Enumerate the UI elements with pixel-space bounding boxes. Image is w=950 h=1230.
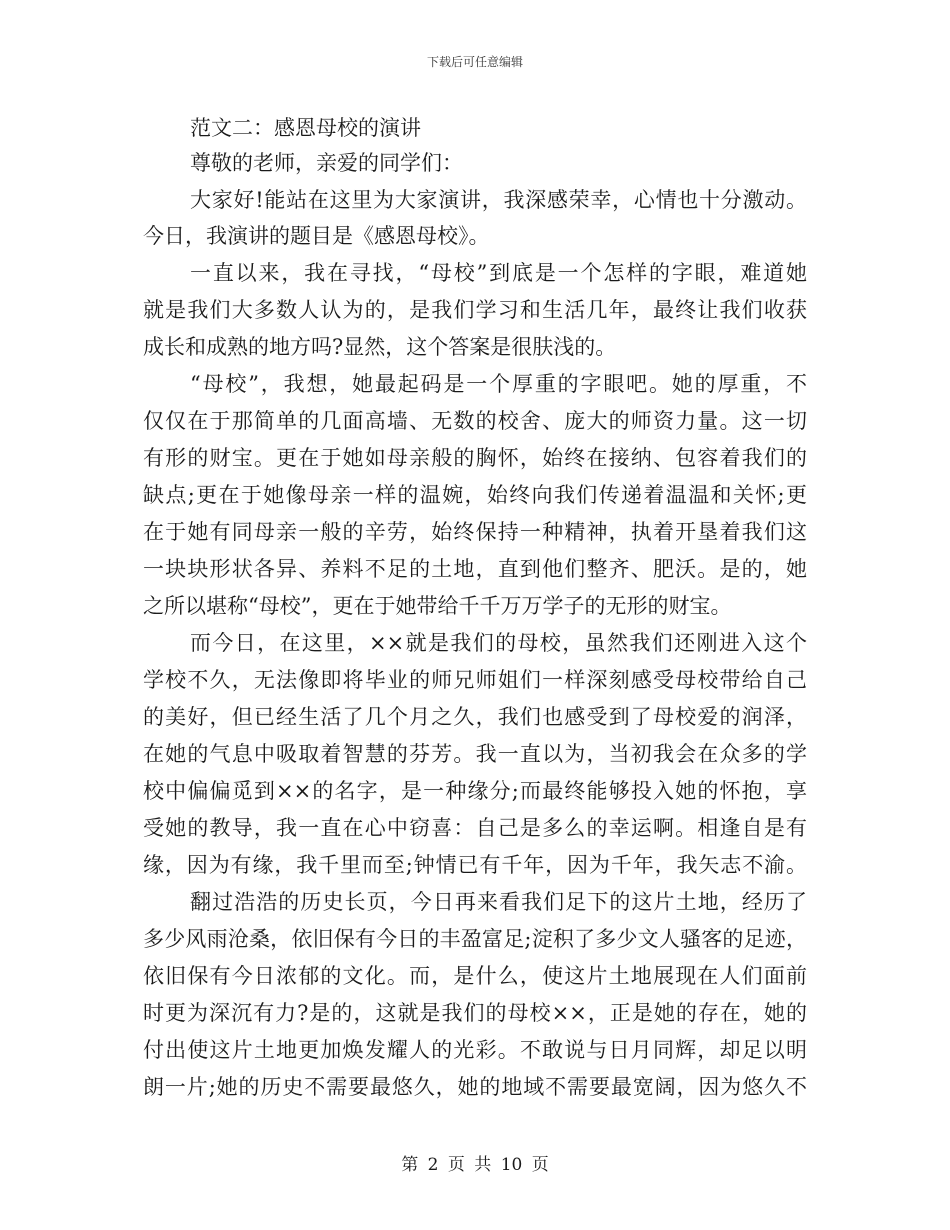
document-line: 有形的财宝。更在于她如母亲般的胸怀，始终在接纳、包容着我们的 [143,446,807,470]
document-line: 仅仅在于那简单的几面高墙、无数的校舍、庞大的师资力量。这一切 [143,409,807,433]
document-line: 之所以堪称“母校”，更在于她带给千千万万学子的无形的财宝。 [143,594,732,618]
document-line: 学校不久，无法像即将毕业的师兄师姐们一样深刻感受母校带给自己 [143,668,807,692]
document-line: 时更为深沉有力?是的，这就是我们的母校××，正是她的存在，她的 [143,1001,807,1025]
document-line: 一块块形状各异、养料不足的土地，直到他们整齐、肥沃。是的，她 [143,557,807,581]
page-header: 下载后可任意编辑 [426,55,523,69]
document-line: 在她的气息中吸取着智慧的芬芳。我一直以为，当初我会在众多的学 [143,742,807,766]
document-line: 成长和成熟的地方吗?显然，这个答案是很肤浅的。 [143,335,617,359]
page-number-footer: 第 2 页 共 10 页 [401,1155,549,1175]
document-line: 依旧保有今日浓郁的文化。而，是什么，使这片土地展现在人们面前 [143,964,807,988]
document-line: 缘，因为有缘，我千里而至;钟情已有千年，因为千年，我矢志不渝。 [143,853,807,877]
document-line: 一直以来，我在寻找，“母校”到底是一个怎样的字眼，难道她 [190,261,807,285]
document-line: 翻过浩浩的历史长页，今日再来看我们足下的这片土地，经历了 [190,890,807,914]
document-line: 在于她有同母亲一般的辛劳，始终保持一种精神，执着开垦着我们这 [143,520,807,544]
document-line: 缺点;更在于她像母亲一样的温婉，始终向我们传递着温温和关怀;更 [143,483,807,507]
salutation-line: 尊敬的老师，亲爱的同学们： [190,151,463,175]
document-line: 而今日，在这里，××就是我们的母校，虽然我们还刚进入这个 [190,631,807,655]
document-body [143,0,807,1230]
document-line: 付出使这片土地更加焕发耀人的光彩。不敢说与日月同辉，却足以明 [143,1038,807,1062]
document-line: 多少风雨沧桑，依旧保有今日的丰盈富足;淀积了多少文人骚客的足迹， [143,927,807,951]
document-line: 就是我们大多数人认为的，是我们学习和生活几年，最终让我们收获 [143,298,807,322]
document-line: 今日，我演讲的题目是《感恩母校》。 [143,224,490,248]
document-line: 大家好!能站在这里为大家演讲，我深感荣幸，心情也十分激动。 [190,188,807,212]
document-line: “母校”，我想，她最起码是一个厚重的字眼吧。她的厚重，不 [190,372,807,396]
document-line: 的美好，但已经生活了几个月之久，我们也感受到了母校爱的润泽， [143,705,807,729]
document-line: 朗一片;她的历史不需要最悠久，她的地域不需要最宽阔，因为悠久不 [143,1075,807,1099]
document-line: 受她的教导，我一直在心中窃喜：自己是多么的幸运啊。相逢自是有 [143,816,807,840]
document-title-line: 范文二：感恩母校的演讲 [190,116,421,140]
document-line: 校中偏偏觅到××的名字，是一种缘分;而最终能够投入她的怀抱，享 [143,779,807,803]
